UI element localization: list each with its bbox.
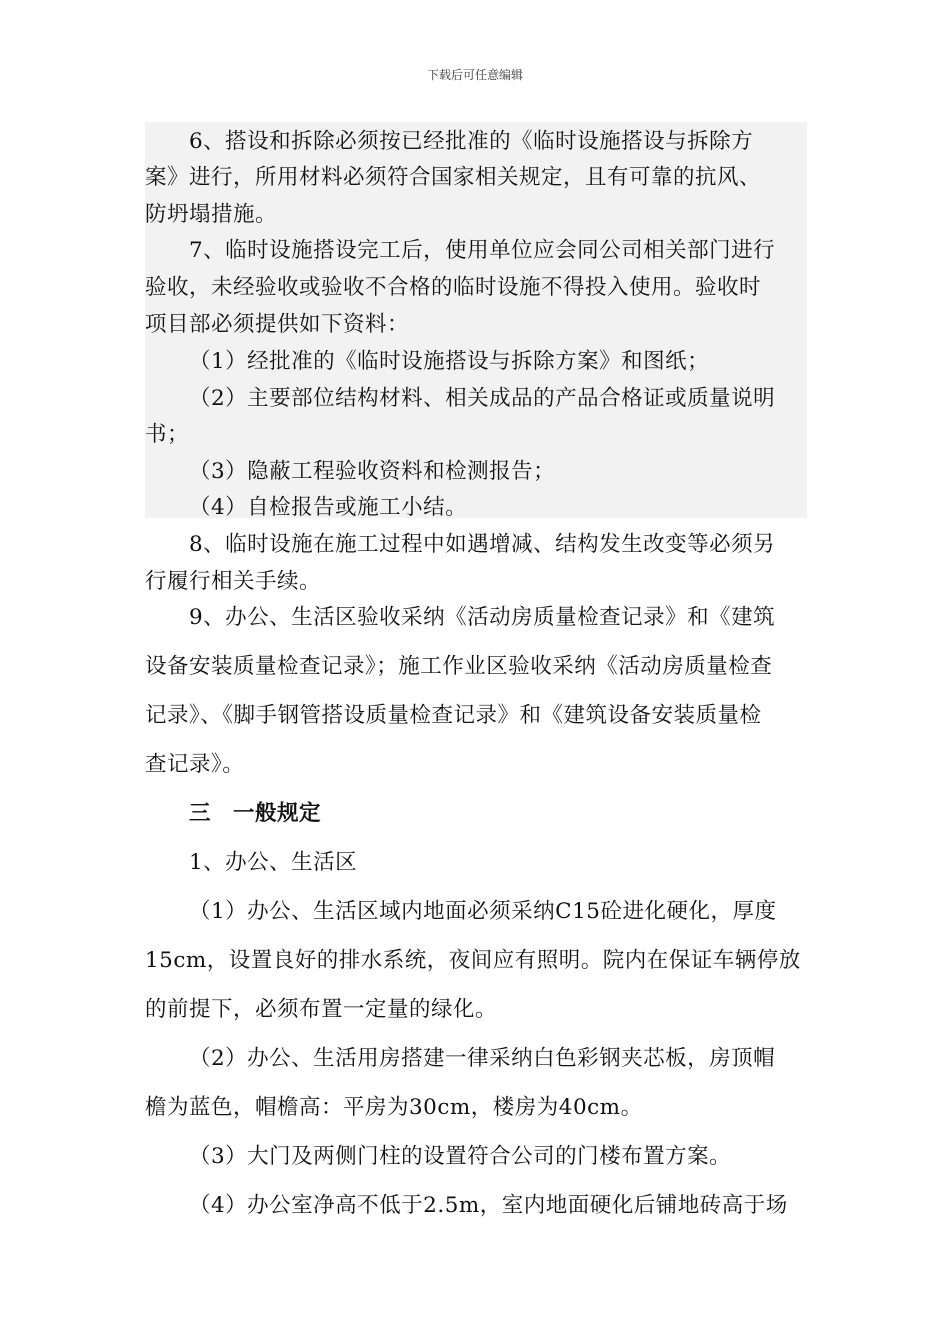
paragraph-line: 檐为蓝色，帽檐高：平房为30cm，楼房为40cm。 [145, 1095, 643, 1120]
paragraph-line: 验收，未经验收或验收不合格的临时设施不得投入使用。验收时 [145, 275, 762, 300]
paragraph-line: （4）办公室净高不低于2.5m，室内地面硬化后铺地砖高于场 [189, 1193, 788, 1218]
paragraph-line: 9、办公、生活区验收采纳《活动房质量检查记录》和《建筑 [189, 605, 776, 630]
paragraph-line: 项目部必须提供如下资料： [145, 312, 410, 337]
paragraph-line: 书； [145, 422, 190, 447]
paragraph-line: 设备安装质量检查记录》；施工作业区验收采纳《活动房质量检查 [145, 654, 773, 679]
paragraph-line: 8、临时设施在施工过程中如遇增减、结构发生改变等必须另 [189, 532, 776, 557]
paragraph-line: （1）办公、生活区域内地面必须采纳C15砼进化硬化，厚度 [189, 899, 777, 924]
paragraph-line: 7、临时设施搭设完工后，使用单位应会同公司相关部门进行 [189, 238, 776, 263]
paragraph-line: 6、搭设和拆除必须按已经批准的《临时设施搭设与拆除方 [189, 129, 754, 154]
paragraph-line: 15cm，设置良好的排水系统，夜间应有照明。院内在保证车辆停放 [145, 948, 801, 973]
paragraph-line: 记录》、《脚手钢管搭设质量检查记录》和《建筑设备安装质量检 [145, 703, 762, 728]
paragraph-line: 防坍塌措施。 [145, 202, 278, 227]
paragraph-line: 行履行相关手续。 [145, 569, 322, 594]
paragraph-line: （4）自检报告或施工小结。 [189, 495, 468, 520]
paragraph-line: （3）隐蔽工程验收资料和检测报告； [189, 459, 556, 484]
paragraph-line: （2）办公、生活用房搭建一律采纳白色彩钢夹芯板，房顶帽 [189, 1046, 776, 1071]
paragraph-line: （1）经批准的《临时设施搭设与拆除方案》和图纸； [189, 349, 710, 374]
section-heading: 三 一般规定 [189, 801, 322, 826]
paragraph-line: 查记录》。 [145, 752, 245, 777]
paragraph-line: （2）主要部位结构材料、相关成品的产品合格证或质量说明 [189, 386, 776, 411]
paragraph-line: 1、办公、生活区 [189, 850, 358, 875]
paragraph-line: 案》进行，所用材料必须符合国家相关规定，且有可靠的抗风、 [145, 165, 762, 190]
paragraph-line: 的前提下，必须布置一定量的绿化。 [145, 997, 498, 1022]
page-header: 下载后可任意编辑 [426, 68, 523, 82]
paragraph-line: （3）大门及两侧门柱的设置符合公司的门楼布置方案。 [189, 1144, 732, 1169]
